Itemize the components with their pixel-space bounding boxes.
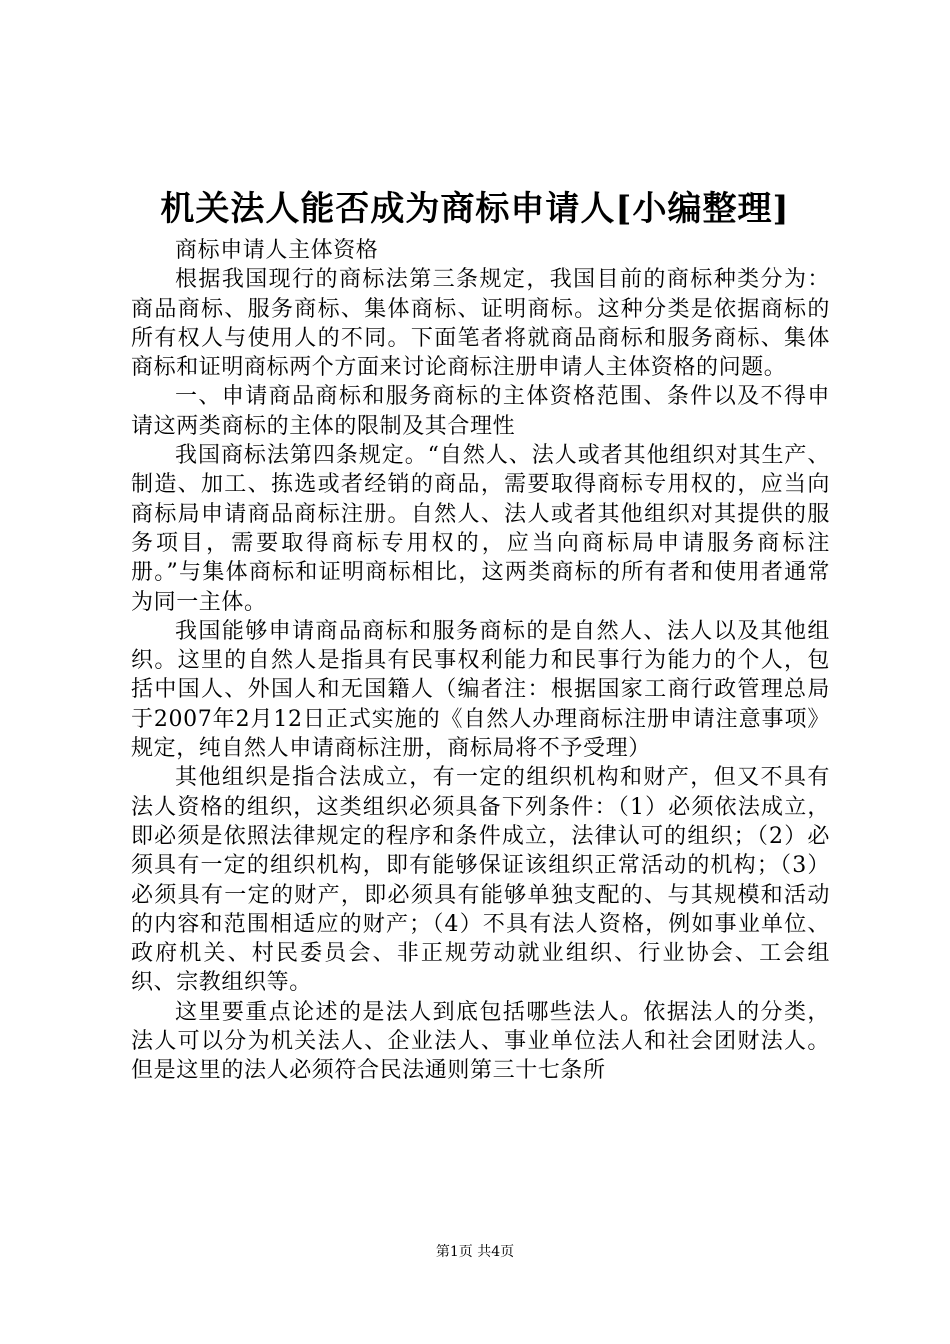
paragraph-section-heading: 商标申请人主体资格: [175, 238, 379, 263]
paragraph-legal-persons: 这里要重点论述的是法人到底包括哪些法人。依据法人的分类，法人可以分为机关法人、企业法人、事业单位法人和社会团财法人。但是这里的法人必须符合民法通则第三十七条所: [131, 999, 830, 1084]
paragraph-article-four: 我国商标法第四条规定。“自然人、法人或者其他组织对其生产、制造、加工、拣选或者经销的商品，需要取得商标专用权的，应当向商标局申请商品商标注册。自然人、法人或者其他组织对其提供的服务项目，需要取得商标专用权的，应当向商标局申请服务商标注册。”与集体商标和证明商标相比，这两类商标的所有者和使用者通常为同一主体。: [131, 443, 830, 615]
paragraph-natural-persons: 我国能够申请商品商标和服务商标的是自然人、法人以及其他组织。这里的自然人是指具有民事权利能力和民事行为能力的个人，包括中国人、外国人和无国籍人（编者注：根据国家工商行政管理总局于2007年2月12日正式实施的《自然人办理商标注册申请注意事项》规定，纯自然人申请商标注册，商标局将不予受理）: [131, 618, 830, 762]
document-body: [131, 236, 830, 1086]
paragraph-trademark-types: 根据我国现行的商标法第三条规定，我国目前的商标种类分为：商品商标、服务商标、集体商标、证明商标。这种分类是依据商标的所有权人与使用人的不同。下面笔者将就商品商标和服务商标、集体商标和证明商标两个方面来讨论商标注册申请人主体资格的问题。: [131, 267, 830, 381]
paragraph-part-one-heading: 一、申请商品商标和服务商标的主体资格范围、条件以及不得申请这两类商标的主体的限制及其合理性: [131, 384, 830, 439]
page-number-footer: 第1页 共4页: [435, 1244, 515, 1260]
paragraph-other-organizations: 其他组织是指合法成立，有一定的组织机构和财产，但又不具有法人资格的组织，这类组织必须具备下列条件：（1）必须依法成立，即必须是依照法律规定的程序和条件成立，法律认可的组织；（2）必须具有一定的组织机构，即有能够保证该组织正常活动的机构；（3）必须具有一定的财产，即必须具有能够单独支配的、与其规模和活动的内容和范围相适应的财产；（4）不具有法人资格，例如事业单位、政府机关、村民委员会、非正规劳动就业组织、行业协会、工会组织、宗教组织等。: [131, 765, 830, 996]
document-title: 机关法人能否成为商标申请人[小编整理]: [160, 189, 790, 229]
